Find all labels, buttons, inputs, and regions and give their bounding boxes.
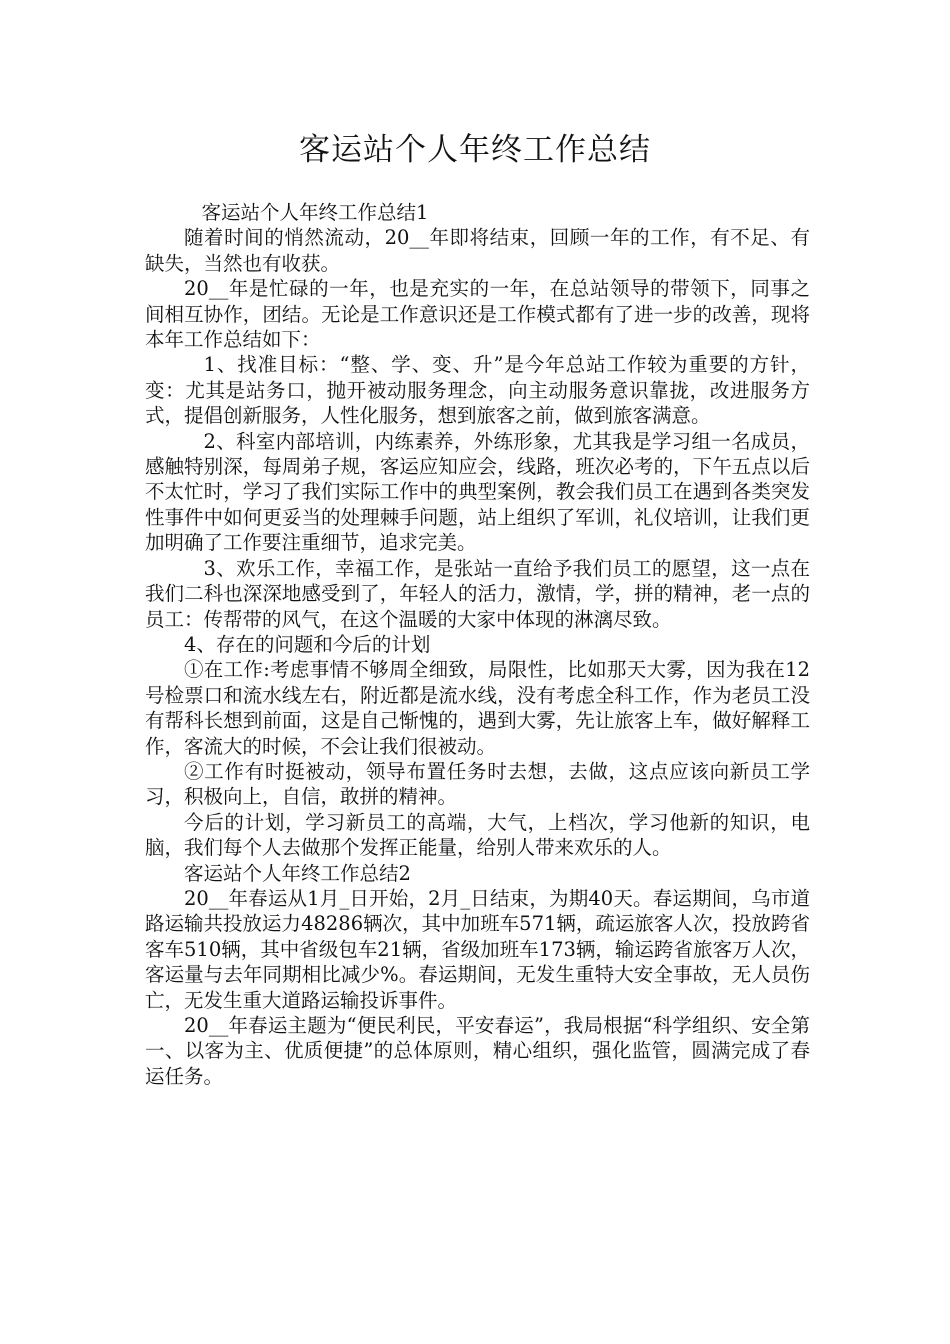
body-paragraph: 20__年是忙碌的一年，也是充实的一年，在总站领导的带领下，同事之间相互协作，团结。无论是工作意识还是工作模式都有了进一步的改善，现将本年工作总结如下： xyxy=(145,277,810,352)
body-paragraph: 客运站个人年终工作总结2 xyxy=(184,861,411,885)
body-paragraph: 2、科室内部培训，内练素养，外练形象，尤其我是学习组一名成员，感触特别深，每周弟子规，客运应知应会，线路，班次必考的，下午五点以后不太忙时，学习了我们实际工作中的典型案例，教会我们员工在遇到各类突发性事件中如何更妥当的处理棘手问题，站上组织了军训，礼仪培训，让我们更加明确了工作要注重细节，追求完美。 xyxy=(145,429,810,555)
body-paragraph: 1、找准目标：“整、学、变、升”是今年总站工作较为重要的方针，变：尤其是站务口，抛开被动服务理念，向主动服务意识靠拢，改进服务方式，提倡创新服务，人性化服务，想到旅客之前，做到旅客满意。 xyxy=(145,353,810,428)
body-paragraph: 今后的计划，学习新员工的高端，大气，上档次，学习他新的知识，电脑，我们每个人去做那个发挥正能量，给别人带来欢乐的人。 xyxy=(145,810,810,860)
body-paragraph: 3、欢乐工作，幸福工作，是张站一直给予我们员工的愿望，这一点在我们二科也深深地感受到了，年轻人的活力，激情，学，拼的精神，老一点的员工：传帮带的风气，在这个温暖的大家中体现的淋漓尽致。 xyxy=(145,556,810,631)
document-title: 客运站个人年终工作总结 xyxy=(299,132,651,168)
body-paragraph: 4、存在的问题和今后的计划 xyxy=(184,632,431,656)
body-paragraph: 20__年春运主题为“便民利民，平安春运”，我局根据“科学组织、安全第一、以客为主、优质便捷”的总体原则，精心组织，强化监管，圆满完成了春运任务。 xyxy=(145,1014,810,1088)
body-paragraph: ①在工作:考虑事情不够周全细致，局限性，比如那天大雾，因为我在12号检票口和流水线左右，附近都是流水线，没有考虑全科工作，作为老员工没有帮科长想到前面，这是自己惭愧的，遇到大雾，先让旅客上车，做好解释工作，客流大的时候，不会让我们很被动。 xyxy=(145,658,810,758)
body-paragraph: 随着时间的悄然流动，20__年即将结束，回顾一年的工作，有不足、有缺失，当然也有收获。 xyxy=(145,226,810,275)
section-heading: 客运站个人年终工作总结1 xyxy=(201,201,429,224)
body-paragraph: ②工作有时挺被动，领导布置任务时去想，去做，这点应该向新员工学习，积极向上，自信，敢拼的精神。 xyxy=(145,759,810,809)
body-paragraph: 20__年春运从1月_日开始，2月_日结束，为期40天。春运期间，乌市道路运输共投放运力48286辆次，其中加班车571辆，疏运旅客人次，投放跨省客车510辆，其中省级包车21辆，省级加班车173辆，输运跨省旅客万人次，客运量与去年同期相比减少%。春运期间，无发生重特大安全事故，无人员伤亡，无发生重大道路运输投诉事件。 xyxy=(145,886,810,1012)
document-body xyxy=(145,200,810,1089)
